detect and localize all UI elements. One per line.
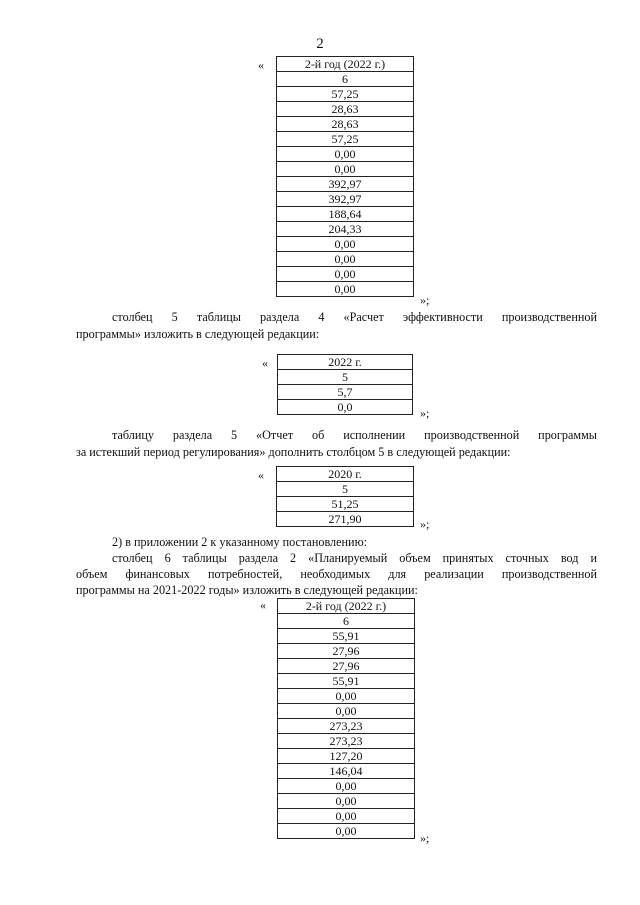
paragraph-line: таблицу раздела 5 «Отчет об исполнении производственной программы xyxy=(112,428,597,442)
table-value-cell: 0,00 xyxy=(278,809,415,824)
table-value-cell: 0,00 xyxy=(277,147,414,162)
table-row xyxy=(278,734,415,749)
table-value-cell: 0,00 xyxy=(277,267,414,282)
open-quote: « xyxy=(258,468,264,482)
table-row xyxy=(278,400,413,415)
table-value-cell: 57,25 xyxy=(277,132,414,147)
column-number-cell: 6 xyxy=(278,614,415,629)
table-value-cell: 146,04 xyxy=(278,764,415,779)
table-value-cell: 55,91 xyxy=(278,629,415,644)
table-value-cell: 273,23 xyxy=(278,734,415,749)
table-value-cell: 271,90 xyxy=(277,512,414,527)
table-row xyxy=(277,147,414,162)
table-value-cell: 55,91 xyxy=(278,674,415,689)
table-value-cell: 392,97 xyxy=(277,177,414,192)
table-row xyxy=(277,467,414,482)
open-quote: « xyxy=(260,598,266,612)
table-value-cell: 0,00 xyxy=(278,824,415,839)
column-number-cell: 6 xyxy=(277,72,414,87)
open-quote: « xyxy=(262,356,268,370)
table-row xyxy=(277,192,414,207)
table-row xyxy=(277,512,414,527)
paragraph-line: объем финансовых потребностей, необходимых для реализации производственной xyxy=(76,567,597,581)
table-row xyxy=(277,117,414,132)
column-number-cell: 5 xyxy=(277,482,414,497)
table-appendix1-section2-col6 xyxy=(276,56,414,297)
table-row xyxy=(277,482,414,497)
page-number: 2 xyxy=(316,36,324,52)
table-header-cell: 2020 г. xyxy=(277,467,414,482)
table-value-cell: 28,63 xyxy=(277,102,414,117)
table-row xyxy=(277,102,414,117)
table-row xyxy=(278,764,415,779)
table-row xyxy=(278,629,415,644)
table-value-cell: 204,33 xyxy=(277,222,414,237)
close-quote: »; xyxy=(420,517,430,531)
table-row xyxy=(278,719,415,734)
table-header-cell: 2-й год (2022 г.) xyxy=(278,599,415,614)
table-value-cell: 0,00 xyxy=(277,282,414,297)
table-row xyxy=(277,162,414,177)
open-quote: « xyxy=(258,58,264,72)
table-row xyxy=(277,497,414,512)
table-row xyxy=(277,252,414,267)
table-value-cell: 0,00 xyxy=(278,704,415,719)
table-value-cell: 27,96 xyxy=(278,644,415,659)
table-value-cell: 0,00 xyxy=(278,794,415,809)
paragraph-line: столбец 5 таблицы раздела 4 «Расчет эффективности производственной xyxy=(112,310,597,324)
table-row xyxy=(278,824,415,839)
table-header-cell: 2-й год (2022 г.) xyxy=(277,57,414,72)
table-row xyxy=(277,282,414,297)
table-section4-col5 xyxy=(277,354,413,415)
table-row xyxy=(278,809,415,824)
paragraph-line: программы на 2021-2022 годы» изложить в следующей редакции: xyxy=(76,583,418,597)
table-appendix2-section2-col6 xyxy=(277,598,415,839)
paragraph-line: за истекший период регулирования» дополнить столбцом 5 в следующей редакции: xyxy=(76,445,511,459)
table-row xyxy=(278,370,413,385)
paragraph-line: 2) в приложении 2 к указанному постановлению: xyxy=(112,535,368,549)
table-value-cell: 0,00 xyxy=(277,252,414,267)
table-row xyxy=(278,385,413,400)
table-row xyxy=(277,222,414,237)
paragraph-line: программы» изложить в следующей редакции: xyxy=(76,327,320,341)
table-row xyxy=(277,72,414,87)
table-row xyxy=(277,57,414,72)
table-value-cell: 0,00 xyxy=(277,237,414,252)
table-value-cell: 0,00 xyxy=(277,162,414,177)
table-row xyxy=(277,87,414,102)
close-quote: »; xyxy=(420,831,430,845)
table-header-cell: 2022 г. xyxy=(278,355,413,370)
table-section5-col5 xyxy=(276,466,414,527)
table-row xyxy=(278,599,415,614)
table-value-cell: 27,96 xyxy=(278,659,415,674)
table-row xyxy=(277,237,414,252)
table-row xyxy=(277,132,414,147)
table-row xyxy=(278,355,413,370)
table-row xyxy=(278,779,415,794)
table-row xyxy=(278,674,415,689)
table-row xyxy=(278,704,415,719)
table-value-cell: 0,00 xyxy=(278,689,415,704)
close-quote: »; xyxy=(420,406,430,420)
table-value-cell: 28,63 xyxy=(277,117,414,132)
table-value-cell: 5,7 xyxy=(278,385,413,400)
table-value-cell: 0,00 xyxy=(278,779,415,794)
table-row xyxy=(277,267,414,282)
table-value-cell: 273,23 xyxy=(278,719,415,734)
table-row xyxy=(278,659,415,674)
table-value-cell: 392,97 xyxy=(277,192,414,207)
table-row xyxy=(278,749,415,764)
table-row xyxy=(278,689,415,704)
table-row xyxy=(277,177,414,192)
table-value-cell: 127,20 xyxy=(278,749,415,764)
table-value-cell: 188,64 xyxy=(277,207,414,222)
table-row xyxy=(278,644,415,659)
table-value-cell: 0,0 xyxy=(278,400,413,415)
table-row xyxy=(277,207,414,222)
table-value-cell: 57,25 xyxy=(277,87,414,102)
close-quote: »; xyxy=(420,293,430,307)
table-row xyxy=(278,794,415,809)
column-number-cell: 5 xyxy=(278,370,413,385)
paragraph-line: столбец 6 таблицы раздела 2 «Планируемый объем принятых сточных вод и xyxy=(112,551,597,565)
table-value-cell: 51,25 xyxy=(277,497,414,512)
table-row xyxy=(278,614,415,629)
